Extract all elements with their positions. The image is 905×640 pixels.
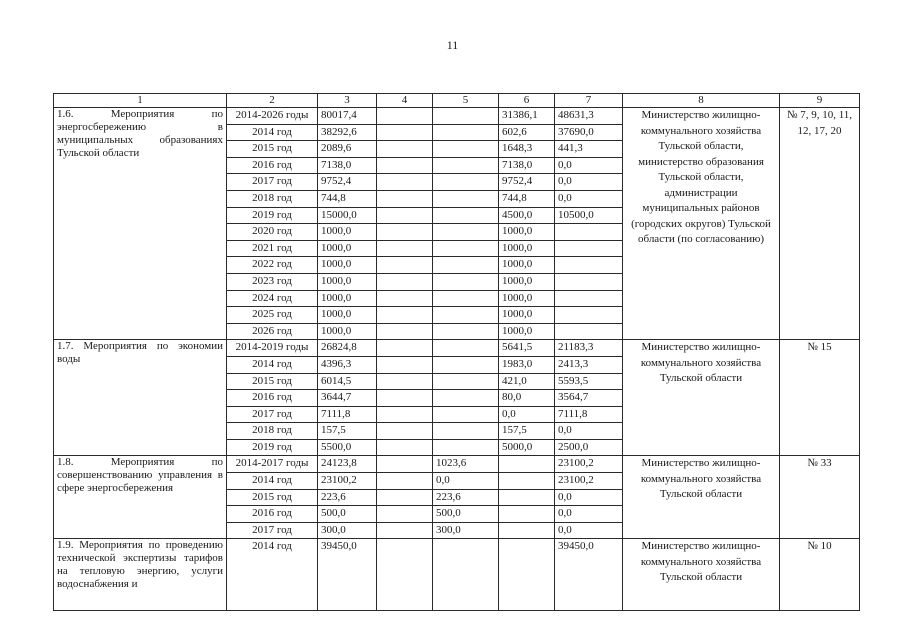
period-cell: 2015 год bbox=[227, 373, 318, 390]
federal-cell bbox=[377, 273, 433, 290]
period-cell: 2014-2017 годы bbox=[227, 456, 318, 473]
local-cell bbox=[499, 522, 555, 539]
executor-cell: Министерство жилищно-коммунального хозяйства Тульской области bbox=[623, 340, 780, 456]
federal-cell bbox=[377, 157, 433, 174]
total-cell: 1000,0 bbox=[318, 224, 377, 241]
column-number: 2 bbox=[227, 94, 318, 108]
regional-cell bbox=[433, 207, 499, 224]
local-cell bbox=[499, 456, 555, 473]
regional-cell: 1023,6 bbox=[433, 456, 499, 473]
table-row bbox=[54, 108, 860, 125]
regional-cell bbox=[433, 390, 499, 407]
local-cell: 1000,0 bbox=[499, 240, 555, 257]
activity-name: 1.6. Мероприятия по энергосбережению в муниципальных образованиях Тульской области bbox=[54, 108, 227, 340]
extra-budget-cell: 0,0 bbox=[555, 174, 623, 191]
extra-budget-cell: 10500,0 bbox=[555, 207, 623, 224]
period-cell: 2018 год bbox=[227, 423, 318, 440]
period-cell: 2015 год bbox=[227, 141, 318, 158]
table-body bbox=[54, 94, 860, 611]
period-cell: 2019 год bbox=[227, 207, 318, 224]
regional-cell bbox=[433, 157, 499, 174]
column-number-row bbox=[54, 94, 860, 108]
local-cell: 31386,1 bbox=[499, 108, 555, 125]
extra-budget-cell: 0,0 bbox=[555, 423, 623, 440]
extra-budget-cell: 39450,0 bbox=[555, 539, 623, 611]
program-table bbox=[53, 93, 860, 611]
page-number: 11 bbox=[446, 38, 459, 52]
activity-name: 1.7. Мероприятия по экономии воды bbox=[54, 340, 227, 456]
indicator-cell: № 33 bbox=[780, 456, 860, 539]
total-cell: 744,8 bbox=[318, 190, 377, 207]
federal-cell bbox=[377, 406, 433, 423]
federal-cell bbox=[377, 539, 433, 611]
total-cell: 7111,8 bbox=[318, 406, 377, 423]
extra-budget-cell: 37690,0 bbox=[555, 124, 623, 141]
federal-cell bbox=[377, 390, 433, 407]
local-cell: 1000,0 bbox=[499, 307, 555, 324]
extra-budget-cell: 0,0 bbox=[555, 522, 623, 539]
period-cell: 2019 год bbox=[227, 439, 318, 456]
period-cell: 2022 год bbox=[227, 257, 318, 274]
total-cell: 500,0 bbox=[318, 506, 377, 523]
local-cell: 5641,5 bbox=[499, 340, 555, 357]
regional-cell bbox=[433, 273, 499, 290]
period-cell: 2017 год bbox=[227, 174, 318, 191]
total-cell: 5500,0 bbox=[318, 439, 377, 456]
column-number: 5 bbox=[433, 94, 499, 108]
period-cell: 2014 год bbox=[227, 124, 318, 141]
extra-budget-cell bbox=[555, 240, 623, 257]
federal-cell bbox=[377, 224, 433, 241]
local-cell bbox=[499, 489, 555, 506]
period-cell: 2020 год bbox=[227, 224, 318, 241]
period-cell: 2024 год bbox=[227, 290, 318, 307]
federal-cell bbox=[377, 307, 433, 324]
local-cell bbox=[499, 473, 555, 490]
regional-cell bbox=[433, 240, 499, 257]
local-cell: 1000,0 bbox=[499, 323, 555, 340]
regional-cell bbox=[433, 439, 499, 456]
extra-budget-cell: 23100,2 bbox=[555, 456, 623, 473]
regional-cell bbox=[433, 190, 499, 207]
extra-budget-cell: 48631,3 bbox=[555, 108, 623, 125]
activity-name: 1.9. Мероприятия по проведению технической экспертизы тарифов на тепловую энергию, услуги водоснабжения и bbox=[54, 539, 227, 611]
period-cell: 2014 год bbox=[227, 356, 318, 373]
federal-cell bbox=[377, 124, 433, 141]
regional-cell: 500,0 bbox=[433, 506, 499, 523]
indicator-cell: № 10 bbox=[780, 539, 860, 611]
total-cell: 24123,8 bbox=[318, 456, 377, 473]
federal-cell bbox=[377, 473, 433, 490]
regional-cell bbox=[433, 257, 499, 274]
local-cell: 1000,0 bbox=[499, 273, 555, 290]
period-cell: 2014 год bbox=[227, 539, 318, 611]
total-cell: 1000,0 bbox=[318, 307, 377, 324]
local-cell: 1000,0 bbox=[499, 257, 555, 274]
regional-cell bbox=[433, 406, 499, 423]
regional-cell bbox=[433, 323, 499, 340]
extra-budget-cell: 2413,3 bbox=[555, 356, 623, 373]
regional-cell: 0,0 bbox=[433, 473, 499, 490]
total-cell: 157,5 bbox=[318, 423, 377, 440]
extra-budget-cell: 21183,3 bbox=[555, 340, 623, 357]
executor-cell: Министерство жилищно-коммунального хозяйства Тульской области bbox=[623, 456, 780, 539]
total-cell: 15000,0 bbox=[318, 207, 377, 224]
extra-budget-cell: 0,0 bbox=[555, 190, 623, 207]
activity-name: 1.8. Мероприятия по совершенствованию управления в сфере энергосбережения bbox=[54, 456, 227, 539]
regional-cell bbox=[433, 356, 499, 373]
regional-cell: 300,0 bbox=[433, 522, 499, 539]
federal-cell bbox=[377, 506, 433, 523]
total-cell: 1000,0 bbox=[318, 273, 377, 290]
total-cell: 223,6 bbox=[318, 489, 377, 506]
total-cell: 9752,4 bbox=[318, 174, 377, 191]
federal-cell bbox=[377, 489, 433, 506]
total-cell: 1000,0 bbox=[318, 240, 377, 257]
period-cell: 2014 год bbox=[227, 473, 318, 490]
column-number: 1 bbox=[54, 94, 227, 108]
regional-cell bbox=[433, 340, 499, 357]
local-cell: 80,0 bbox=[499, 390, 555, 407]
federal-cell bbox=[377, 373, 433, 390]
local-cell: 1000,0 bbox=[499, 224, 555, 241]
regional-cell bbox=[433, 124, 499, 141]
regional-cell bbox=[433, 108, 499, 125]
column-number: 6 bbox=[499, 94, 555, 108]
extra-budget-cell bbox=[555, 323, 623, 340]
period-cell: 2016 год bbox=[227, 390, 318, 407]
local-cell: 157,5 bbox=[499, 423, 555, 440]
period-cell: 2021 год bbox=[227, 240, 318, 257]
total-cell: 1000,0 bbox=[318, 257, 377, 274]
period-cell: 2016 год bbox=[227, 506, 318, 523]
total-cell: 2089,6 bbox=[318, 141, 377, 158]
federal-cell bbox=[377, 439, 433, 456]
extra-budget-cell: 23100,2 bbox=[555, 473, 623, 490]
local-cell bbox=[499, 506, 555, 523]
federal-cell bbox=[377, 141, 433, 158]
federal-cell bbox=[377, 522, 433, 539]
total-cell: 39450,0 bbox=[318, 539, 377, 611]
extra-budget-cell: 441,3 bbox=[555, 141, 623, 158]
total-cell: 6014,5 bbox=[318, 373, 377, 390]
extra-budget-cell: 2500,0 bbox=[555, 439, 623, 456]
total-cell: 1000,0 bbox=[318, 323, 377, 340]
federal-cell bbox=[377, 240, 433, 257]
federal-cell bbox=[377, 190, 433, 207]
federal-cell bbox=[377, 257, 433, 274]
table-row bbox=[54, 539, 860, 611]
total-cell: 4396,3 bbox=[318, 356, 377, 373]
local-cell: 744,8 bbox=[499, 190, 555, 207]
indicator-cell: № 15 bbox=[780, 340, 860, 456]
local-cell bbox=[499, 539, 555, 611]
period-cell: 2017 год bbox=[227, 522, 318, 539]
total-cell: 7138,0 bbox=[318, 157, 377, 174]
federal-cell bbox=[377, 207, 433, 224]
federal-cell bbox=[377, 108, 433, 125]
period-cell: 2015 год bbox=[227, 489, 318, 506]
extra-budget-cell: 3564,7 bbox=[555, 390, 623, 407]
period-cell: 2026 год bbox=[227, 323, 318, 340]
column-number: 4 bbox=[377, 94, 433, 108]
local-cell: 5000,0 bbox=[499, 439, 555, 456]
local-cell: 421,0 bbox=[499, 373, 555, 390]
table-row bbox=[54, 340, 860, 357]
local-cell: 1983,0 bbox=[499, 356, 555, 373]
extra-budget-cell: 0,0 bbox=[555, 506, 623, 523]
federal-cell bbox=[377, 174, 433, 191]
extra-budget-cell: 0,0 bbox=[555, 157, 623, 174]
executor-cell: Министерство жилищно-коммунального хозяйства Тульской области bbox=[623, 539, 780, 611]
federal-cell bbox=[377, 323, 433, 340]
total-cell: 23100,2 bbox=[318, 473, 377, 490]
local-cell: 0,0 bbox=[499, 406, 555, 423]
column-number: 7 bbox=[555, 94, 623, 108]
period-cell: 2017 год bbox=[227, 406, 318, 423]
local-cell: 9752,4 bbox=[499, 174, 555, 191]
local-cell: 4500,0 bbox=[499, 207, 555, 224]
extra-budget-cell bbox=[555, 224, 623, 241]
extra-budget-cell: 0,0 bbox=[555, 489, 623, 506]
federal-cell bbox=[377, 356, 433, 373]
federal-cell bbox=[377, 423, 433, 440]
regional-cell bbox=[433, 174, 499, 191]
federal-cell bbox=[377, 456, 433, 473]
local-cell: 7138,0 bbox=[499, 157, 555, 174]
regional-cell bbox=[433, 539, 499, 611]
total-cell: 1000,0 bbox=[318, 290, 377, 307]
column-number: 3 bbox=[318, 94, 377, 108]
column-number: 9 bbox=[780, 94, 860, 108]
total-cell: 300,0 bbox=[318, 522, 377, 539]
regional-cell bbox=[433, 141, 499, 158]
period-cell: 2018 год bbox=[227, 190, 318, 207]
federal-cell bbox=[377, 290, 433, 307]
extra-budget-cell bbox=[555, 273, 623, 290]
extra-budget-cell: 5593,5 bbox=[555, 373, 623, 390]
extra-budget-cell bbox=[555, 290, 623, 307]
extra-budget-cell: 7111,8 bbox=[555, 406, 623, 423]
column-number: 8 bbox=[623, 94, 780, 108]
period-cell: 2016 год bbox=[227, 157, 318, 174]
table-row bbox=[54, 456, 860, 473]
regional-cell bbox=[433, 290, 499, 307]
local-cell: 1000,0 bbox=[499, 290, 555, 307]
regional-cell bbox=[433, 423, 499, 440]
regional-cell bbox=[433, 373, 499, 390]
regional-cell bbox=[433, 307, 499, 324]
local-cell: 602,6 bbox=[499, 124, 555, 141]
executor-cell: Министерство жилищно-коммунального хозяйства Тульской области, министерство образования Тульской области, администрации муниципальных районов (городских округов) Тульской области (по согласованию) bbox=[623, 108, 780, 340]
indicator-cell: № 7, 9, 10, 11, 12, 17, 20 bbox=[780, 108, 860, 340]
regional-cell: 223,6 bbox=[433, 489, 499, 506]
extra-budget-cell bbox=[555, 307, 623, 324]
period-cell: 2014-2026 годы bbox=[227, 108, 318, 125]
total-cell: 38292,6 bbox=[318, 124, 377, 141]
regional-cell bbox=[433, 224, 499, 241]
period-cell: 2023 год bbox=[227, 273, 318, 290]
total-cell: 26824,8 bbox=[318, 340, 377, 357]
extra-budget-cell bbox=[555, 257, 623, 274]
federal-cell bbox=[377, 340, 433, 357]
period-cell: 2014-2019 годы bbox=[227, 340, 318, 357]
local-cell: 1648,3 bbox=[499, 141, 555, 158]
period-cell: 2025 год bbox=[227, 307, 318, 324]
total-cell: 3644,7 bbox=[318, 390, 377, 407]
total-cell: 80017,4 bbox=[318, 108, 377, 125]
